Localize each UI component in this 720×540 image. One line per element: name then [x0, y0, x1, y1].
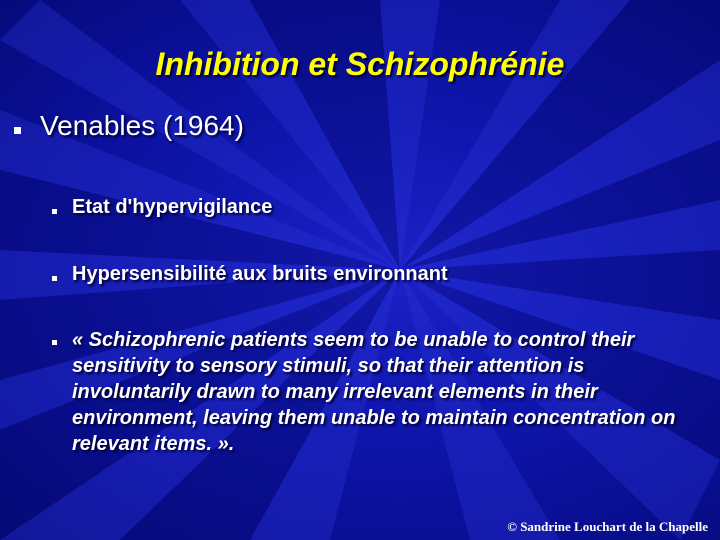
copyright-footer: © Sandrine Louchart de la Chapelle — [507, 519, 708, 534]
bullet-square-icon — [52, 276, 57, 281]
slide-title: Inhibition et Schizophrénie — [155, 46, 565, 82]
bullet-square-icon — [52, 209, 57, 214]
bullet-hypervigilance: Etat d'hypervigilance — [72, 196, 273, 218]
bullet-venables: Venables (1964) — [40, 110, 244, 141]
bullet-square-icon — [52, 340, 57, 345]
bullet-quote: « Schizophrenic patients seem to be unable to control their sensitivity to sensory stimuli, so that their attention is involuntarily drawn to many irrelevant elements in their environment, leaving them unable to maintain concentration on relevant items. ». — [72, 329, 676, 455]
bullet-hypersensibilite: Hypersensibilité aux bruits environnant — [72, 263, 448, 285]
bullet-square-icon — [14, 127, 21, 134]
